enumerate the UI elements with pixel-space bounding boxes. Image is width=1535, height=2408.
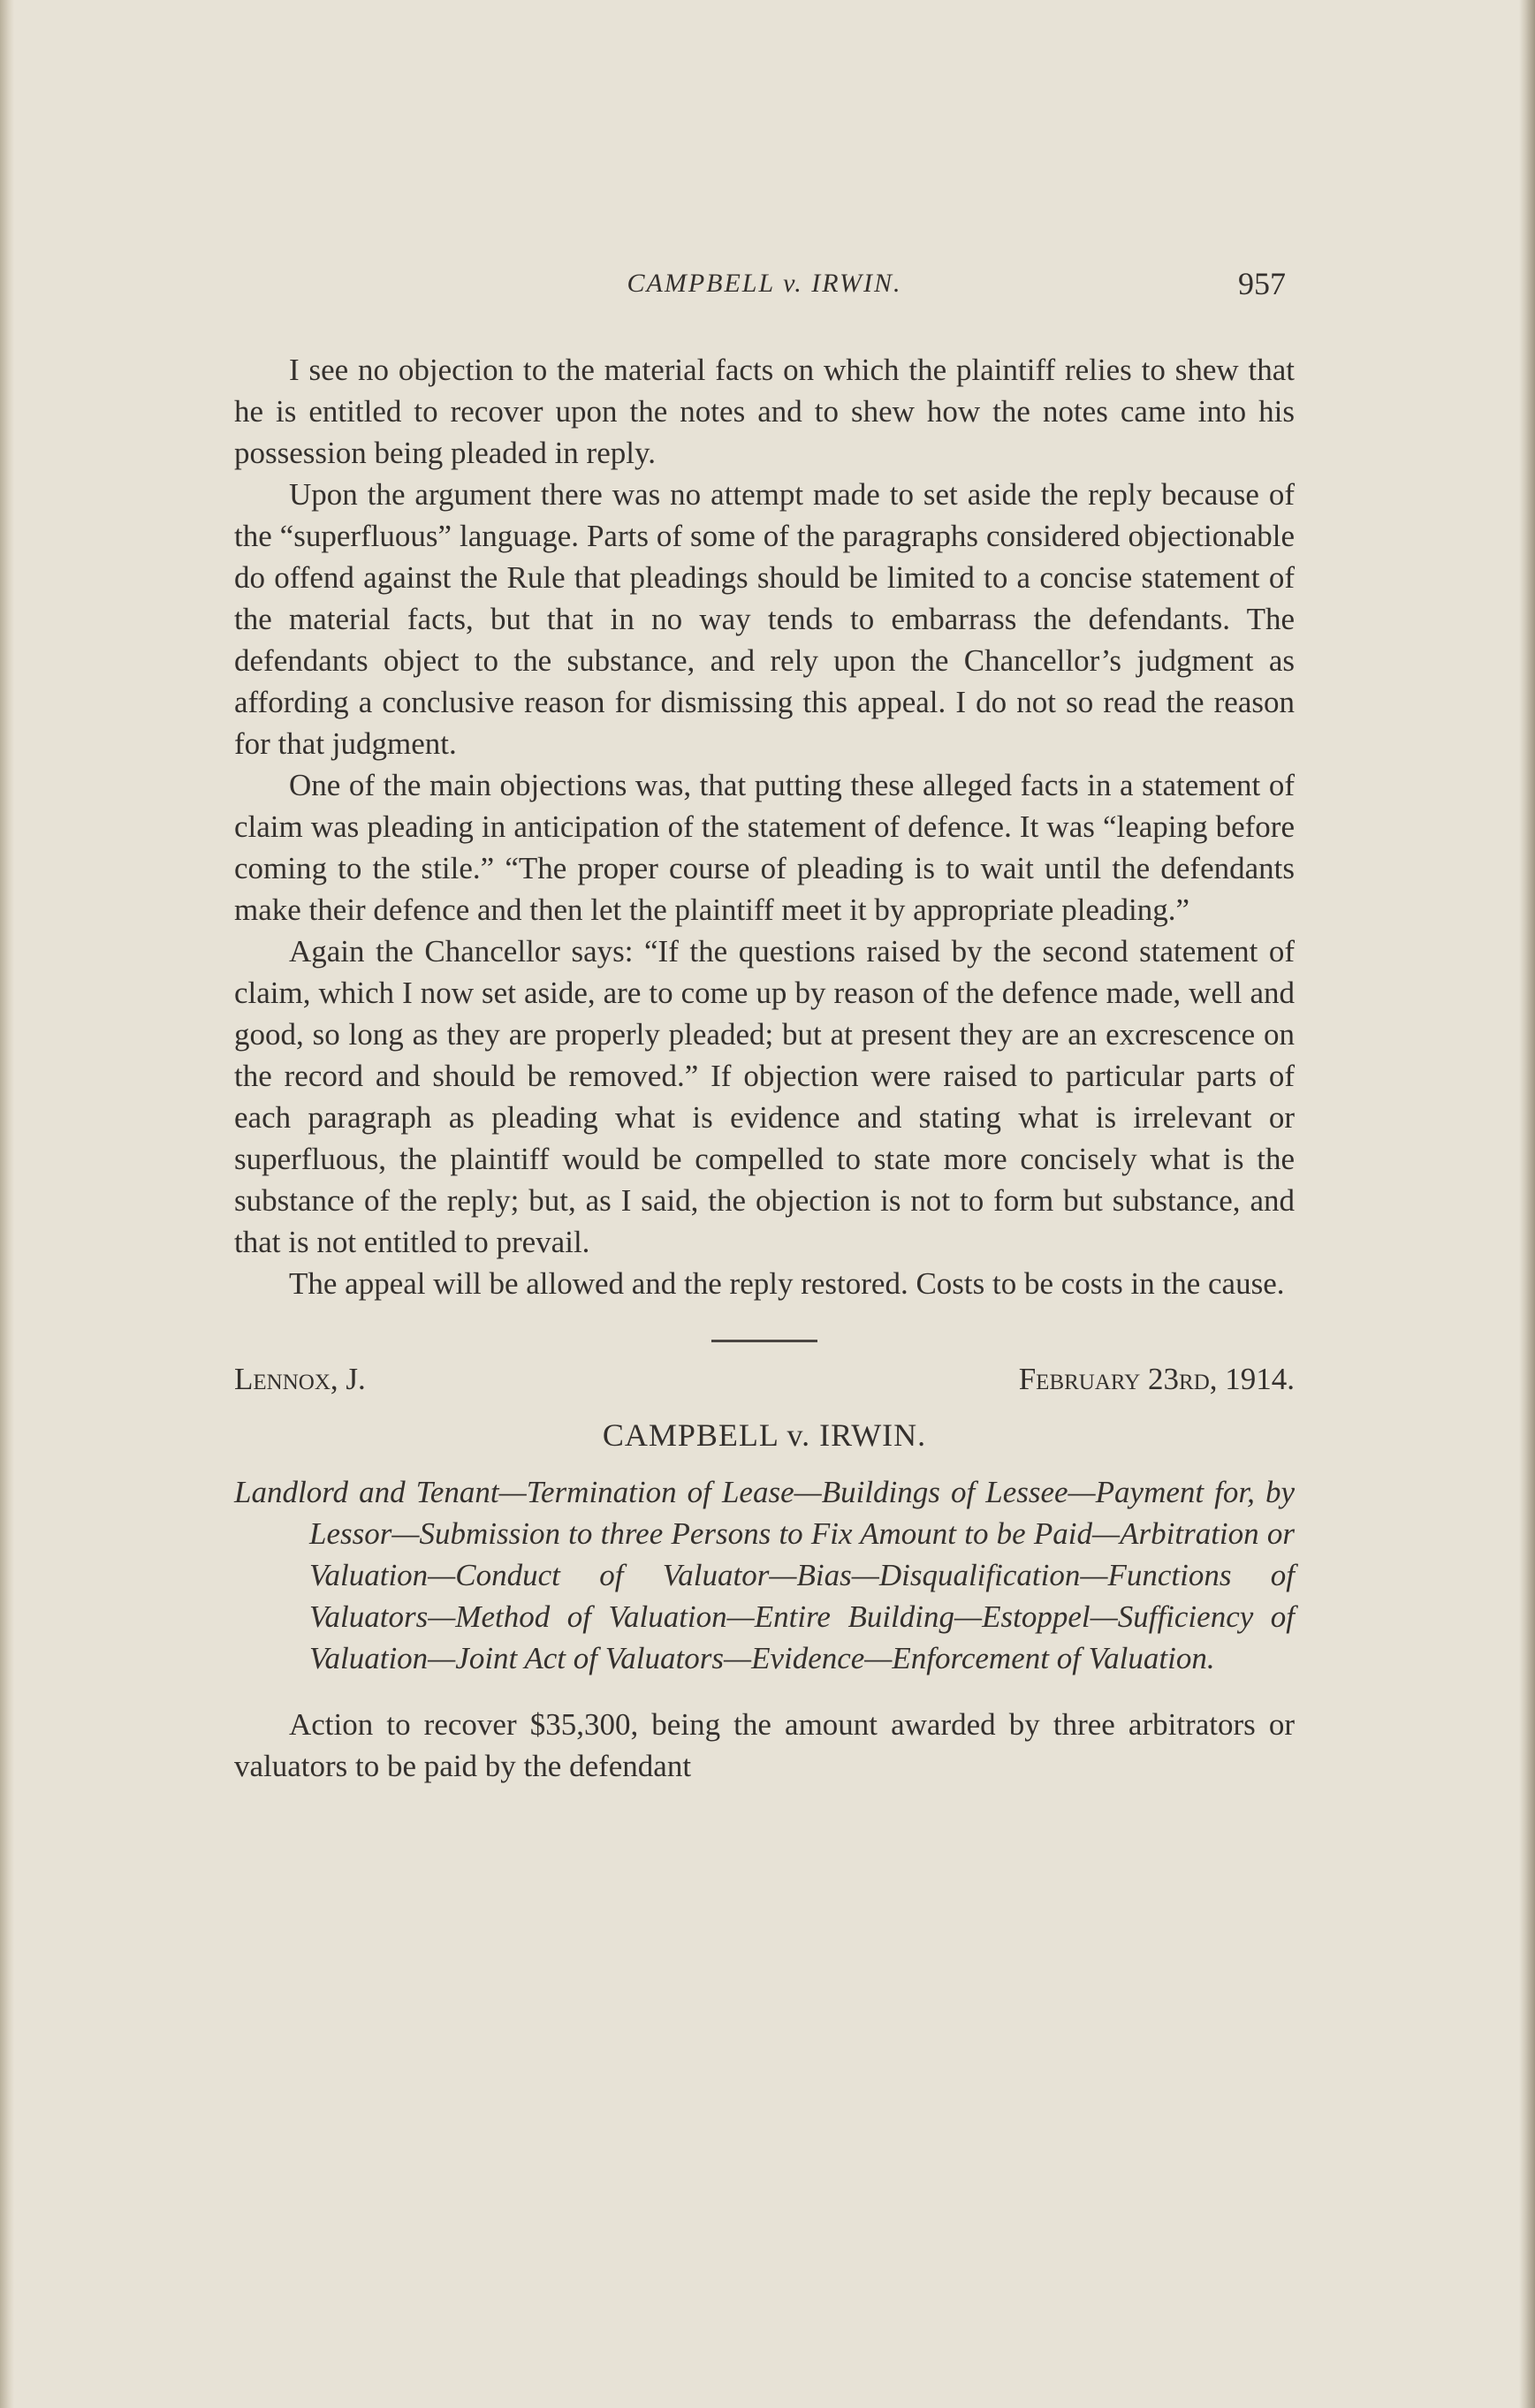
headnote: Landlord and Tenant—Termination of Lease—Buildings of Lessee—Payment for, by Lessor—Submission to three Persons to Fix Amount to be Paid—Arbitration or Valuation—Conduct of Valuator—Bias—Disqualification—Functions of Valuators—Method of Valuation—Entire Building—Estoppel—Sufficiency of Valuation—Joint Act of Valuators—Evidence—Enforcement of Valuation. (234, 1475, 1295, 1675)
paragraph: One of the main objections was, that putting these alleged facts in a statement of claim was pleading in anticipation of the statement of defence. It was “leaping before coming to the stile.” “The proper course of pleading is to wait until the defendants make their defence and then let the plaintiff meet it by appropriate pleading.” (234, 768, 1295, 927)
text-column (234, 265, 1295, 1787)
case-byline (234, 1362, 1295, 1406)
page-number: 957 (1238, 266, 1286, 301)
paragraph: Again the Chancellor says: “If the questions raised by the second statement of claim, which I now set aside, are to come up by reason of the defence made, well and good, so long as they are properly pleaded; but at present they are an excrescence on the record and should be removed.” If objection were raised to particular parts of each paragraph as pleading what is evidence and stating what is irrelevant or superfluous, the plaintiff would be compelled to state more concisely what is the substance of the reply; but, as I said, the objection is not to form but substance, and that is not entitled to prevail. (234, 934, 1295, 1259)
judgment-body (234, 349, 1295, 1304)
page-outer-edge (1519, 0, 1535, 2408)
running-head (234, 265, 1295, 309)
judge-name: Lennox, J. (234, 1362, 366, 1396)
paragraph: Upon the argument there was no attempt made to set aside the reply because of the “superfluous” language. Parts of some of the paragraphs considered objectionable do offend against the Rule that pleadings should be limited to a concise statement of the material facts, but that in no way tends to embarrass the defendants. The defendants object to the substance, and rely upon the Chancellor’s judgment as affording a conclusive reason for dismissing this appeal. I do not so read the reason for that judgment. (234, 477, 1295, 761)
paragraph: I see no objection to the material facts on which the plaintiff relies to shew that he is entitled to recover upon the notes and to shew how the notes came into his possession being pleaded in reply. (234, 353, 1295, 470)
paragraph: The appeal will be allowed and the reply restored. Costs to be costs in the cause. (289, 1266, 1285, 1301)
page-binding-edge (0, 0, 14, 2408)
running-head-title: CAMPBELL v. IRWIN. (627, 269, 902, 298)
case-title: CAMPBELL v. IRWIN. (602, 1417, 927, 1453)
section-divider (711, 1340, 817, 1342)
paragraph: Action to recover $35,300, being the amount awarded by three arbitrators or valuators to be paid by the defendant (234, 1707, 1295, 1783)
judgment-date: February 23rd, 1914. (1018, 1362, 1295, 1396)
action-summary (234, 1704, 1295, 1787)
